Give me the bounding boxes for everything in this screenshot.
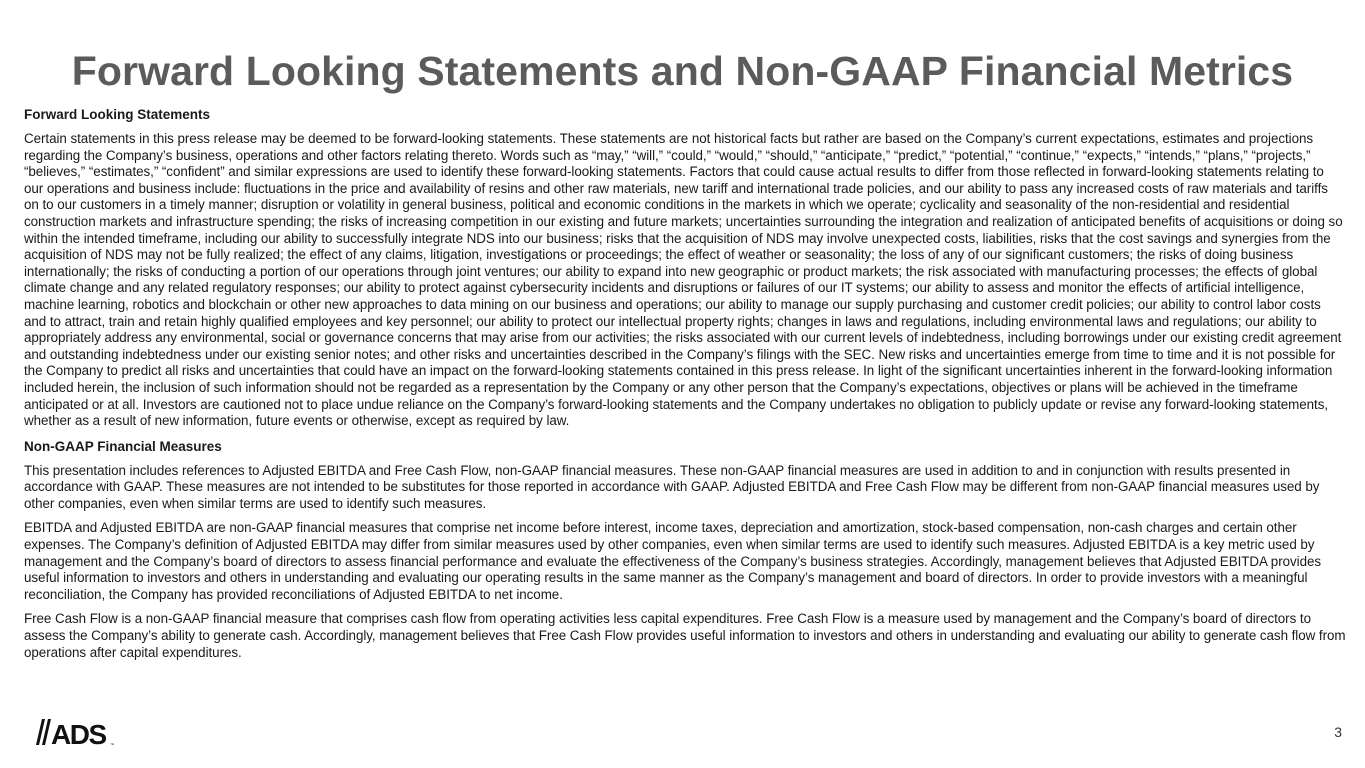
slide-body [24,106,1346,669]
free-cash-flow-paragraph: Free Cash Flow is a non-GAAP financial measure that comprises cash flow from operating activities less capital expenditures. Free Cash Flow is a measure used by management and the Company’s board of directors to assess the Company’s ability to generate cash. Accordingly, management believes that Free Cash Flow provides useful information to investors and others in understanding and evaluating our ability to generate cash flow from operations after capital expenditures. [24,611,1346,660]
ebitda-paragraph: EBITDA and Adjusted EBITDA are non-GAAP financial measures that comprise net income before interest, income taxes, depreciation and amortization, stock-based compensation, non-cash charges and certain other expenses. The Company’s definition of Adjusted EBITDA may differ from similar measures used by other companies, even when similar terms are used to identify such measures. Adjusted EBITDA is a key metric used by management and the Company’s board of directors to assess financial performance and evaluate the effectiveness of the Company’s business strategies. Accordingly, management believes that Adjusted EBITDA provides useful information to investors and others in understanding and evaluating our operating results in the same manner as the Company’s management and board of directors. In order to provide investors with a meaningful reconciliation, the Company has provided reconciliations of Adjusted EBITDA to net income. [24,520,1322,602]
svg-text:™: ™ [110,742,114,747]
forward-looking-paragraph: Certain statements in this press release may be deemed to be forward-looking statements. These statements are not historical facts but rather are based on the Company’s current expectations, estimates and projections regarding the Company’s business, operations and other factors relating thereto. Words such as “may,” “will,” “could,” “would,” “should,” “anticipate,” “predict,” “potential,” “continue,” “expects,” “intends,” “plans,” “projects,” “believes,” “estimates,” “confident” and similar expressions are used to identify these forward-looking statements. Factors that could cause actual results to differ from those reflected in forward-looking statements relating to our operations and business include: fluctuations in the price and availability of resins and other raw materials, new tariff and international trade policies, and our ability to pass any increased costs of raw materials and tariffs on to our customers in a timely manner; disruption or volatility in general business, political and economic conditions in the markets in which we operate; cyclicality and seasonality of the non-residential and residential construction markets and infrastructure spending; the risks of increasing competition in our existing and future markets; uncertainties surrounding the integration and realization of anticipated benefits of acquisitions or doing so within the intended timeframe, including our ability to successfully integrate NDS into our business; risks that the acquisition of NDS may involve unexpected costs, liabilities, risks that the cost savings and synergies from the acquisition of NDS may not be fully realized; the effect of any claims, litigation, investigations or proceedings; the effect of weather or seasonality; the loss of any of our significant customers; the risks of doing business internationally; the risks of conducting a portion of our operations through joint ventures; our ability to expand into new geographic or product markets; the risk associated with manufacturing processes; the effects of global climate change and any related regulatory responses; our ability to protect against cybersecurity incidents and disruptions or failures of our IT systems; our ability to assess and monitor the effects of artificial intelligence, machine learning, robotics and blockchain or other new approaches to data mining on our business and operations; our ability to manage our supply purchasing and customer credit policies; our ability to control labor costs and to attract, train and retain highly qualified employees and key personnel; our ability to protect our intellectual property rights; changes in laws and regulations, including environmental laws and regulations; our ability to appropriately address any environmental, social or governance concerns that may arise from our activities; the risks associated with our current levels of indebtedness, including borrowings under our existing credit agreement and outstanding indebtedness under our existing senior notes; and other risks and uncertainties described in the Company’s filings with the SEC. New risks and uncertainties emerge from time to time and it is not possible for the Company to predict all risks and uncertainties that could have an impact on the forward-looking statements contained in this press release. In light of the significant uncertainties inherent in the forward-looking information included herein, the inclusion of such information should not be regarded as a representation by the Company or any other person that the Company’s expectations, objectives or plans will be achieved in the timeframe anticipated or at all. Investors are cautioned not to place undue reliance on the Company’s forward-looking statements and the Company undertakes no obligation to publicly update or revise any forward-looking statements, whether as a result of new information, future events or otherwise, except as required by law. [24,131,1343,429]
page-number: 3 [1334,724,1342,740]
non-gaap-heading: Non-GAAP Financial Measures [24,438,222,454]
non-gaap-intro-paragraph: This presentation includes references to Adjusted EBITDA and Free Cash Flow, non-GAAP financial measures. These non-GAAP financial measures are used in addition to and in conjunction with results presented in accordance with GAAP. These measures are not intended to be substitutes for those reported in accordance with GAAP. Adjusted EBITDA and Free Cash Flow may be different from non-GAAP financial measures used by other companies, even when similar terms are used to identify such measures. [24,462,1320,511]
forward-looking-heading: Forward Looking Statements [24,107,211,122]
slide-title: Forward Looking Statements and Non-GAAP Financial Metrics [71,48,1294,94]
ads-logo [30,717,120,747]
logo-text: ADS [51,719,106,747]
